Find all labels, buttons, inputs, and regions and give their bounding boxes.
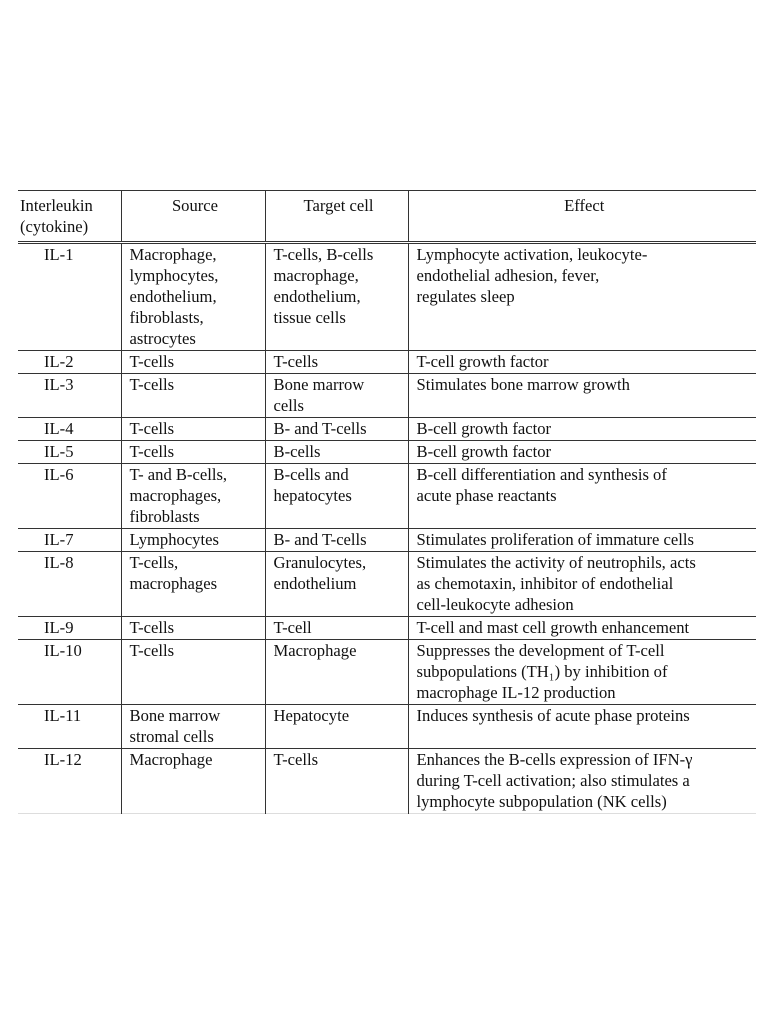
table-row — [18, 418, 756, 441]
table-row — [18, 617, 756, 640]
table-row — [18, 552, 756, 617]
effect-cell: Enhances the B-cells expression of IFN-γ during T-cell activation; also stimulates a lymphocyte subpopulation (NK cells) — [408, 749, 756, 814]
table-row — [18, 351, 756, 374]
interleukin-cell: IL-7 — [44, 530, 74, 549]
target-cell: T-cells — [265, 749, 408, 814]
effect-cell: B-cell growth factor — [408, 418, 756, 441]
interleukin-cell: IL-6 — [44, 465, 74, 484]
effect-cell: Stimulates proliferation of immature cells — [408, 529, 756, 552]
target-cell: B-cells and hepatocytes — [265, 464, 408, 529]
source-cell: T- and B-cells, macrophages, fibroblasts — [121, 464, 265, 529]
effect-cell: Stimulates the activity of neutrophils, acts as chemotaxin, inhibitor of endothelial cell-leukocyte adhesion — [408, 552, 756, 617]
source-cell: T-cells — [121, 351, 265, 374]
interleukin-cell: IL-8 — [44, 553, 74, 572]
target-cell: Hepatocyte — [265, 705, 408, 749]
target-cell: T-cells — [265, 351, 408, 374]
table-row — [18, 374, 756, 418]
header-source: Source — [121, 191, 265, 243]
target-cell: B- and T-cells — [265, 418, 408, 441]
source-cell: Macrophage — [121, 749, 265, 814]
interleukin-cell: IL-12 — [44, 750, 82, 769]
effect-cell: Induces synthesis of acute phase proteins — [408, 705, 756, 749]
interleukin-cell: IL-1 — [44, 245, 74, 264]
interleukin-cell: IL-11 — [44, 706, 82, 725]
source-cell: T-cells — [121, 374, 265, 418]
target-cell: Macrophage — [265, 640, 408, 705]
source-cell: Macrophage, lymphocytes, endothelium, fibroblasts, astrocytes — [121, 243, 265, 351]
effect-cell: Suppresses the development of T-cell subpopulations (TH₁) by inhibition of macrophage IL-12 production — [408, 640, 756, 705]
effect-cell: Lymphocyte activation, leukocyte- endothelial adhesion, fever, regulates sleep — [408, 243, 756, 351]
interleukin-cell: IL-2 — [44, 352, 74, 371]
effect-cell: B-cell growth factor — [408, 441, 756, 464]
interleukin-cell: IL-10 — [44, 641, 82, 660]
table-row — [18, 749, 756, 814]
target-cell: Granulocytes, endothelium — [265, 552, 408, 617]
target-cell: B- and T-cells — [265, 529, 408, 552]
interleukin-table — [18, 190, 756, 814]
table-row — [18, 640, 756, 705]
table-row — [18, 529, 756, 552]
table-row — [18, 464, 756, 529]
interleukin-cell: IL-9 — [44, 618, 74, 637]
table-row — [18, 243, 756, 351]
header-row — [18, 191, 756, 243]
effect-cell: T-cell growth factor — [408, 351, 756, 374]
source-cell: Lymphocytes — [121, 529, 265, 552]
header-target-cell: Target cell — [265, 191, 408, 243]
target-cell: B-cells — [265, 441, 408, 464]
source-cell: T-cells — [121, 640, 265, 705]
table-row — [18, 705, 756, 749]
target-cell: T-cell — [265, 617, 408, 640]
interleukin-cell: IL-5 — [44, 442, 74, 461]
header-interleukin: Interleukin (cytokine) — [18, 191, 121, 243]
effect-cell: B-cell differentiation and synthesis of acute phase reactants — [408, 464, 756, 529]
interleukin-cell: IL-3 — [44, 375, 74, 394]
table-row — [18, 441, 756, 464]
effect-cell: Stimulates bone marrow growth — [408, 374, 756, 418]
source-cell: T-cells — [121, 441, 265, 464]
target-cell: Bone marrow cells — [265, 374, 408, 418]
interleukin-cell: IL-4 — [44, 419, 74, 438]
target-cell: T-cells, B-cells macrophage, endothelium, tissue cells — [265, 243, 408, 351]
effect-cell: T-cell and mast cell growth enhancement — [408, 617, 756, 640]
source-cell: Bone marrow stromal cells — [121, 705, 265, 749]
table-body — [18, 243, 756, 814]
source-cell: T-cells — [121, 617, 265, 640]
source-cell: T-cells — [121, 418, 265, 441]
table-header — [18, 191, 756, 243]
document-page — [18, 190, 756, 814]
source-cell: T-cells, macrophages — [121, 552, 265, 617]
header-effect: Effect — [408, 191, 756, 243]
